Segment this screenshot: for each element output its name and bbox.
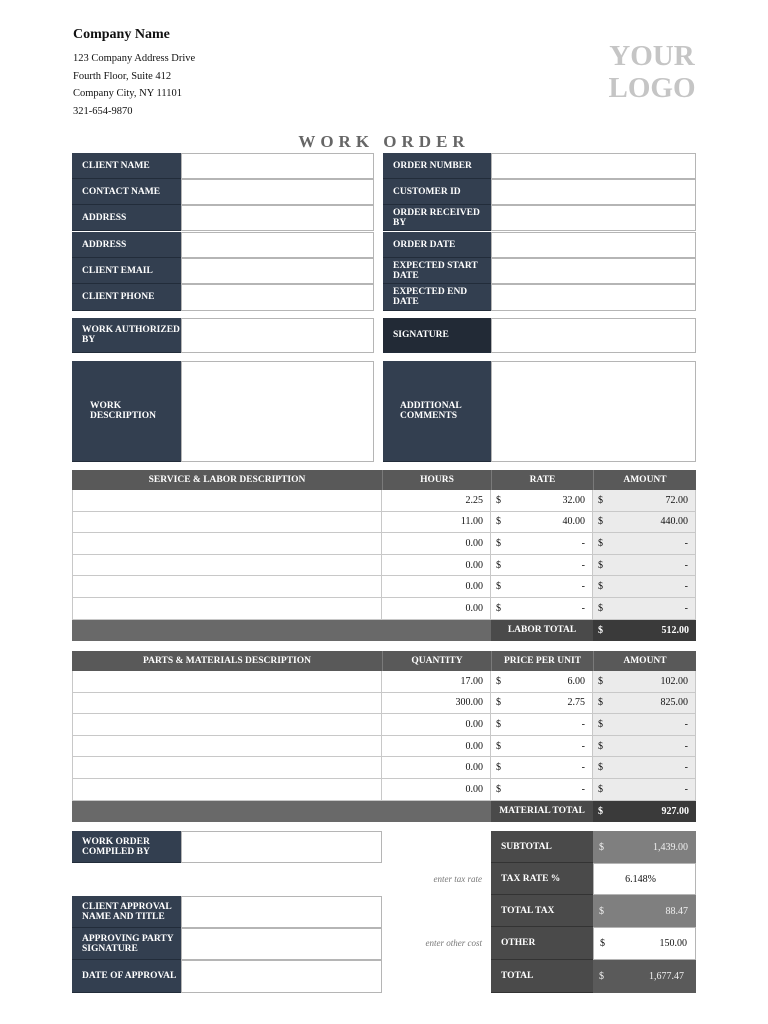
materials-row-desc[interactable] bbox=[72, 757, 382, 779]
client-approval-field[interactable] bbox=[181, 896, 382, 928]
materials-header-0: PARTS & MATERIALS DESCRIPTION bbox=[72, 651, 382, 671]
materials-row-amount-text: - bbox=[684, 718, 688, 730]
currency-symbol: $ bbox=[598, 718, 603, 730]
logo-placeholder bbox=[590, 40, 714, 104]
materials-row-amount-text: - bbox=[684, 740, 688, 752]
client-name-label: CLIENT NAME bbox=[72, 153, 181, 179]
materials-row-qty-text: 0.00 bbox=[465, 740, 483, 752]
currency-symbol: $ bbox=[598, 783, 603, 795]
materials-row-amount bbox=[593, 671, 696, 693]
tax-rate-hint: enter tax rate bbox=[433, 874, 482, 884]
labor-row-desc[interactable] bbox=[72, 598, 382, 620]
currency-symbol: $ bbox=[496, 581, 501, 593]
currency-symbol: $ bbox=[598, 537, 603, 549]
materials-row-qty[interactable] bbox=[382, 693, 491, 715]
materials-row-amount-text: 825.00 bbox=[660, 697, 688, 709]
materials-row-amount bbox=[593, 693, 696, 715]
labor-header-3: AMOUNT bbox=[593, 470, 696, 490]
order-date-label: ORDER DATE bbox=[383, 232, 491, 258]
labor-header-2: RATE bbox=[491, 470, 593, 490]
date-of-approval-field[interactable] bbox=[181, 960, 382, 993]
client-phone-label: CLIENT PHONE bbox=[72, 284, 181, 311]
labor-row-amount bbox=[593, 555, 696, 577]
currency-symbol: $ bbox=[496, 718, 501, 730]
materials-row-amount-text: 102.00 bbox=[660, 675, 688, 687]
materials-row-qty[interactable] bbox=[382, 714, 491, 736]
materials-row-desc[interactable] bbox=[72, 671, 382, 693]
total-amount: 1,677.47 bbox=[649, 971, 684, 982]
labor-row-qty[interactable] bbox=[382, 598, 491, 620]
materials-row-amount bbox=[593, 757, 696, 779]
tax-rate-label: TAX RATE % bbox=[491, 863, 593, 895]
labor-row-desc[interactable] bbox=[72, 490, 382, 512]
currency-symbol: $ bbox=[496, 675, 501, 687]
materials-row-qty[interactable] bbox=[382, 779, 491, 801]
labor-header-0: SERVICE & LABOR DESCRIPTION bbox=[72, 470, 382, 490]
currency-symbol: $ bbox=[598, 805, 603, 817]
compiled-by-label: WORK ORDER COMPILED BY bbox=[72, 831, 181, 863]
labor-row-rate-text: 32.00 bbox=[562, 494, 585, 506]
labor-row-rate[interactable] bbox=[491, 533, 593, 555]
materials-row-amount bbox=[593, 714, 696, 736]
materials-row-qty[interactable] bbox=[382, 671, 491, 693]
labor-row-desc[interactable] bbox=[72, 512, 382, 534]
currency-symbol: $ bbox=[496, 740, 501, 752]
labor-total-bar bbox=[72, 620, 491, 641]
order-date-field[interactable] bbox=[491, 232, 696, 258]
labor-row-rate-text: - bbox=[581, 537, 585, 549]
labor-row-rate[interactable] bbox=[491, 490, 593, 512]
materials-row-qty[interactable] bbox=[382, 736, 491, 758]
materials-row-rate-text: - bbox=[581, 762, 585, 774]
materials-row-rate-text: - bbox=[581, 783, 585, 795]
materials-row-desc[interactable] bbox=[72, 693, 382, 715]
subtotal-value bbox=[593, 831, 696, 863]
approving-signature-label: APPROVING PARTY SIGNATURE bbox=[72, 928, 181, 960]
materials-row-desc[interactable] bbox=[72, 714, 382, 736]
labor-total-value bbox=[593, 620, 696, 641]
company-address-line3: Company City, NY 11101 bbox=[73, 88, 182, 99]
labor-total-amount: 512.00 bbox=[661, 624, 689, 636]
currency-symbol: $ bbox=[598, 581, 603, 593]
labor-row-rate-text: - bbox=[581, 602, 585, 614]
subtotal-amount: 1,439.00 bbox=[653, 841, 688, 853]
labor-row-amount-text: - bbox=[684, 559, 688, 571]
work-authorized-by-field[interactable] bbox=[181, 318, 374, 353]
materials-header-3: AMOUNT bbox=[593, 651, 696, 671]
subtotal-label: SUBTOTAL bbox=[491, 831, 593, 863]
address-2-label: ADDRESS bbox=[72, 232, 181, 258]
expected-start-date-label: EXPECTED START DATE bbox=[383, 258, 491, 284]
labor-row-qty-text: 0.00 bbox=[465, 602, 483, 614]
materials-row-rate[interactable] bbox=[491, 779, 593, 801]
address-1-label: ADDRESS bbox=[72, 205, 181, 231]
client-email-label: CLIENT EMAIL bbox=[72, 258, 181, 284]
work-description-field[interactable] bbox=[181, 361, 374, 462]
currency-symbol: $ bbox=[598, 559, 603, 571]
currency-symbol: $ bbox=[599, 841, 604, 853]
labor-row-amount-text: - bbox=[684, 581, 688, 593]
compiled-by-field[interactable] bbox=[181, 831, 382, 863]
currency-symbol: $ bbox=[598, 675, 603, 687]
signature-field[interactable] bbox=[491, 318, 696, 353]
materials-row-rate-text: 2.75 bbox=[567, 697, 585, 709]
materials-row-rate-text: - bbox=[581, 718, 585, 730]
labor-row-desc[interactable] bbox=[72, 533, 382, 555]
labor-row-desc[interactable] bbox=[72, 555, 382, 577]
currency-symbol: $ bbox=[598, 494, 603, 506]
materials-row-amount-text: - bbox=[684, 783, 688, 795]
total-tax-amount: 88.47 bbox=[665, 905, 688, 917]
other-cost-hint: enter other cost bbox=[425, 938, 482, 948]
currency-symbol: $ bbox=[600, 938, 605, 949]
signature-label: SIGNATURE bbox=[383, 318, 491, 353]
customer-id-field[interactable] bbox=[491, 179, 696, 205]
date-of-approval-label: DATE OF APPROVAL bbox=[72, 960, 181, 993]
materials-row-rate[interactable] bbox=[491, 693, 593, 715]
labor-row-qty[interactable] bbox=[382, 576, 491, 598]
labor-row-amount bbox=[593, 598, 696, 620]
expected-start-date-field[interactable] bbox=[491, 258, 696, 284]
currency-symbol: $ bbox=[598, 740, 603, 752]
materials-total-label: MATERIAL TOTAL bbox=[491, 801, 593, 822]
currency-symbol: $ bbox=[496, 762, 501, 774]
total-tax-label: TOTAL TAX bbox=[491, 895, 593, 927]
materials-row-rate[interactable] bbox=[491, 736, 593, 758]
company-name: Company Name bbox=[73, 27, 170, 42]
materials-row-desc[interactable] bbox=[72, 736, 382, 758]
labor-row-amount bbox=[593, 533, 696, 555]
address-1-field[interactable] bbox=[181, 205, 374, 231]
customer-id-label: CUSTOMER ID bbox=[383, 179, 491, 205]
labor-row-qty-text: 0.00 bbox=[465, 559, 483, 571]
materials-header-2: PRICE PER UNIT bbox=[491, 651, 593, 671]
page-title: WORK ORDER bbox=[298, 132, 470, 151]
materials-row-qty[interactable] bbox=[382, 757, 491, 779]
labor-row-amount bbox=[593, 576, 696, 598]
tax-rate-field[interactable] bbox=[593, 863, 696, 895]
order-number-field[interactable] bbox=[491, 153, 696, 179]
labor-row-rate-text: - bbox=[581, 559, 585, 571]
labor-row-amount bbox=[593, 512, 696, 534]
labor-row-rate[interactable] bbox=[491, 598, 593, 620]
currency-symbol: $ bbox=[496, 516, 501, 528]
materials-row-desc[interactable] bbox=[72, 779, 382, 801]
labor-row-qty-text: 0.00 bbox=[465, 581, 483, 593]
additional-comments-label: ADDITIONAL COMMENTS bbox=[383, 361, 491, 462]
tax-rate-value: 6.148% bbox=[625, 873, 656, 885]
labor-row-qty[interactable] bbox=[382, 555, 491, 577]
total-value bbox=[593, 960, 696, 993]
order-received-by-label: ORDER RECEIVED BY bbox=[383, 205, 491, 231]
client-approval-label: CLIENT APPROVAL NAME AND TITLE bbox=[72, 896, 181, 928]
labor-row-amount-text: - bbox=[684, 602, 688, 614]
currency-symbol: $ bbox=[496, 494, 501, 506]
expected-end-date-field[interactable] bbox=[491, 284, 696, 311]
labor-total-label: LABOR TOTAL bbox=[491, 620, 593, 641]
materials-row-amount bbox=[593, 736, 696, 758]
other-label: OTHER bbox=[491, 927, 593, 960]
currency-symbol: $ bbox=[496, 537, 501, 549]
approving-signature-field[interactable] bbox=[181, 928, 382, 960]
currency-symbol: $ bbox=[599, 971, 604, 982]
currency-symbol: $ bbox=[598, 762, 603, 774]
labor-row-rate-text: 40.00 bbox=[562, 516, 585, 528]
labor-row-rate[interactable] bbox=[491, 555, 593, 577]
total-tax-value bbox=[593, 895, 696, 927]
additional-comments-field[interactable] bbox=[491, 361, 696, 462]
other-amount: 150.00 bbox=[659, 938, 687, 949]
labor-row-rate[interactable] bbox=[491, 576, 593, 598]
work-description-label: WORK DESCRIPTION bbox=[72, 361, 181, 462]
materials-row-rate-text: 6.00 bbox=[567, 675, 585, 687]
materials-row-qty-text: 0.00 bbox=[465, 783, 483, 795]
labor-row-rate-text: - bbox=[581, 581, 585, 593]
labor-row-amount-text: - bbox=[684, 537, 688, 549]
currency-symbol: $ bbox=[496, 559, 501, 571]
labor-row-qty-text: 2.25 bbox=[465, 494, 483, 506]
materials-row-qty-text: 0.00 bbox=[465, 762, 483, 774]
company-phone: 321-654-9870 bbox=[73, 106, 133, 117]
materials-row-qty-text: 300.00 bbox=[455, 697, 483, 709]
materials-row-rate[interactable] bbox=[491, 714, 593, 736]
contact-name-field[interactable] bbox=[181, 179, 374, 205]
work-authorized-by-label: WORK AUTHORIZED BY bbox=[72, 318, 181, 353]
currency-symbol: $ bbox=[496, 783, 501, 795]
materials-row-rate[interactable] bbox=[491, 671, 593, 693]
materials-header-1: QUANTITY bbox=[382, 651, 491, 671]
labor-row-qty[interactable] bbox=[382, 533, 491, 555]
labor-row-amount-text: 72.00 bbox=[665, 494, 688, 506]
address-2-field[interactable] bbox=[181, 232, 374, 258]
labor-row-desc[interactable] bbox=[72, 576, 382, 598]
other-field[interactable] bbox=[593, 927, 696, 960]
labor-row-rate[interactable] bbox=[491, 512, 593, 534]
materials-total-bar bbox=[72, 801, 491, 822]
client-email-field[interactable] bbox=[181, 258, 374, 284]
materials-row-amount bbox=[593, 779, 696, 801]
logo-line1: YOUR bbox=[609, 40, 695, 72]
labor-row-amount-text: 440.00 bbox=[660, 516, 688, 528]
currency-symbol: $ bbox=[496, 602, 501, 614]
expected-end-date-label: EXPECTED END DATE bbox=[383, 284, 491, 311]
client-name-field[interactable] bbox=[181, 153, 374, 179]
currency-symbol: $ bbox=[598, 697, 603, 709]
materials-total-value bbox=[593, 801, 696, 822]
currency-symbol: $ bbox=[598, 602, 603, 614]
materials-row-rate-text: - bbox=[581, 740, 585, 752]
materials-row-rate[interactable] bbox=[491, 757, 593, 779]
labor-header-1: HOURS bbox=[382, 470, 491, 490]
currency-symbol: $ bbox=[598, 624, 603, 636]
labor-row-qty-text: 11.00 bbox=[460, 516, 483, 528]
materials-total-amount: 927.00 bbox=[661, 805, 689, 817]
currency-symbol: $ bbox=[599, 905, 604, 917]
currency-symbol: $ bbox=[496, 697, 501, 709]
materials-row-qty-text: 17.00 bbox=[460, 675, 483, 687]
currency-symbol: $ bbox=[598, 516, 603, 528]
total-label: TOTAL bbox=[491, 960, 593, 993]
company-address-line1: 123 Company Address Drive bbox=[73, 53, 196, 64]
materials-row-qty-text: 0.00 bbox=[465, 718, 483, 730]
labor-row-amount bbox=[593, 490, 696, 512]
company-address-line2: Fourth Floor, Suite 412 bbox=[73, 71, 172, 82]
order-number-label: ORDER NUMBER bbox=[383, 153, 491, 179]
materials-row-amount-text: - bbox=[684, 762, 688, 774]
labor-row-qty[interactable] bbox=[382, 490, 491, 512]
client-phone-field[interactable] bbox=[181, 284, 374, 311]
labor-row-qty[interactable] bbox=[382, 512, 491, 534]
labor-row-qty-text: 0.00 bbox=[465, 537, 483, 549]
contact-name-label: CONTACT NAME bbox=[72, 179, 181, 205]
order-received-by-field[interactable] bbox=[491, 205, 696, 231]
logo-line2: LOGO bbox=[608, 72, 696, 104]
